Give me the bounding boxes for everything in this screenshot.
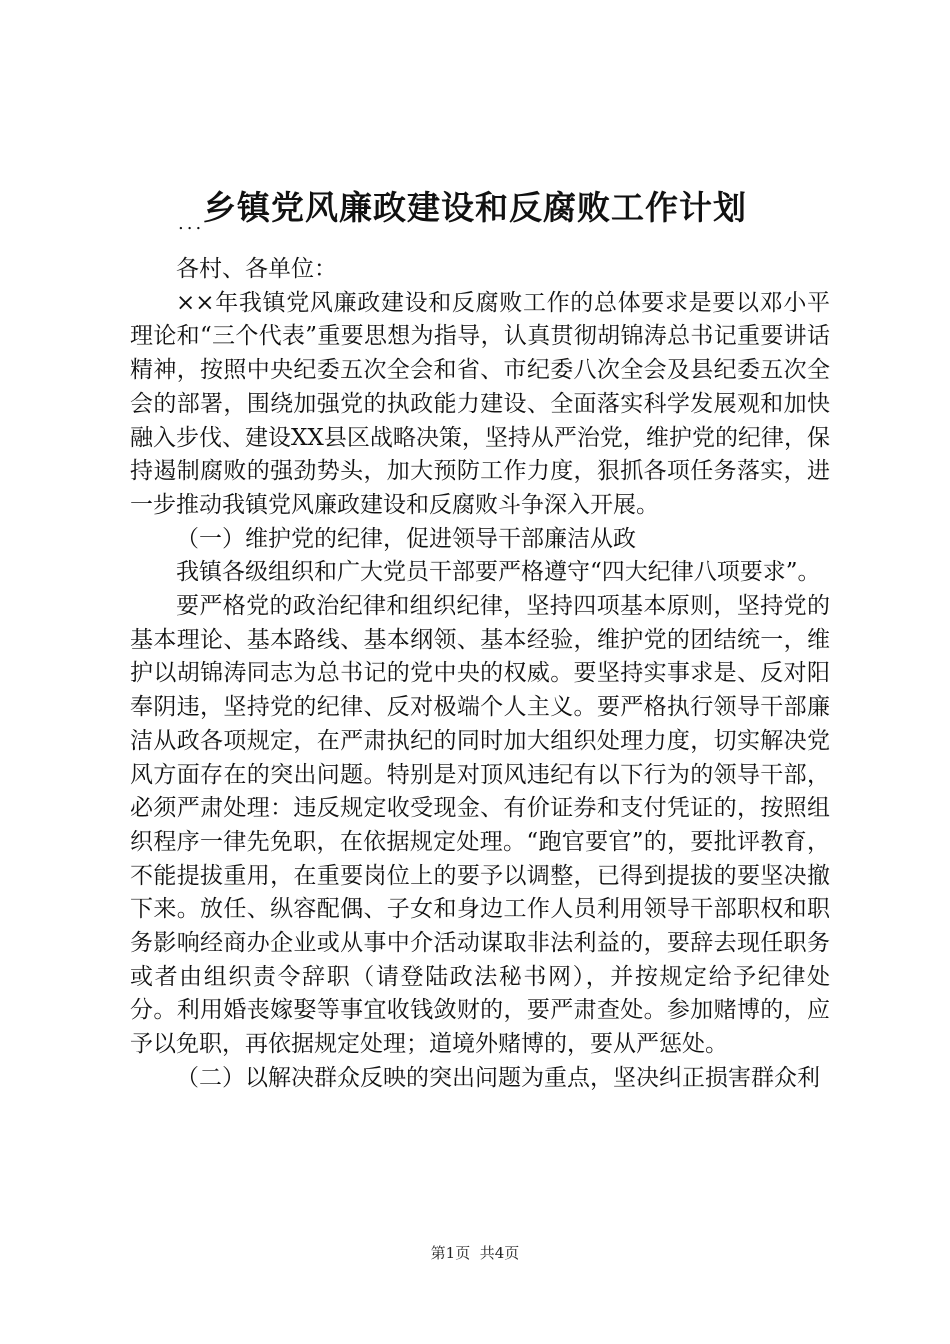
document-title: 乡镇党风廉政建设和反腐败工作计划 <box>203 188 747 227</box>
paragraph-discipline-detail: 要严格党的政治纪律和组织纪律，坚持四项基本原则，坚持党的基本理论、基本路线、基本纲领、基本经验，维护党的团结统一，维护以胡锦涛同志为总书记的党中央的权威。要坚持实事求是、反对阳奉阴违，坚持党的纪律、反对极端个人主义。要严格执行领导干部廉洁从政各项规定，在严肃执纪的同时加大组织处理力度，切实解决党风方面存在的突出问题。特别是对顶风违纪有以下行为的领导干部，必须严肃处理：违反规定收受现金、有价证券和支付凭证的，按照组织程序一律先免职，在依据规定处理。“跑官要官”的，要批评教育，不能提拔重用，在重要岗位上的要予以调整，已得到提拔的要坚决撤下来。放任、纵容配偶、子女和身边工作人员利用领导干部职权和职务影响经商办企业或从事中介活动谋取非法利益的，要辞去现任职务或者由组织责令辞职（请登陆政法秘书网），并按规定给予纪律处分。利用婚丧嫁娶等事宜收钱敛财的，要严肃查处。参加赌博的，应予以免职，再依据规定处理；道境外赌博的，要从严惩处。 <box>130 593 830 1058</box>
paragraph-discipline-summary: 我镇各级组织和广大党员干部要严格遵守“四大纪律八项要求”。 <box>176 559 821 586</box>
page-footer <box>0 1241 950 1265</box>
section-heading-2: （二）以解决群众反映的突出问题为重点，坚决纠正损害群众利 <box>176 1064 820 1091</box>
paragraph-intro: ××年我镇党风廉政建设和反腐败工作的总体要求是要以邓小平理论和“三个代表”重要思想为指导，认真贯彻胡锦涛总书记重要讲话精神，按照中央纪委五次全会和省、市纪委八次全会及县纪委五次全会的部署，围绕加强党的执政能力建设、全面落实科学发展观和加快融入步伐、建设XX县区战略决策，坚持从严治党，维护党的纪律，保持遏制腐败的强劲势头，加大预防工作力度，狠抓各项任务落实，进一步推动我镇党风廉政建设和反腐败斗争深入开展。 <box>130 289 830 518</box>
ellipsis-mark: ... <box>178 213 205 234</box>
document-body <box>130 253 830 1096</box>
section-heading-1: （一）维护党的纪律，促进领导干部廉洁从政 <box>176 525 636 552</box>
page-number: 第1页 <box>430 1244 471 1262</box>
page-total: 共4页 <box>479 1244 520 1262</box>
salutation: 各村、各单位： <box>176 256 337 282</box>
